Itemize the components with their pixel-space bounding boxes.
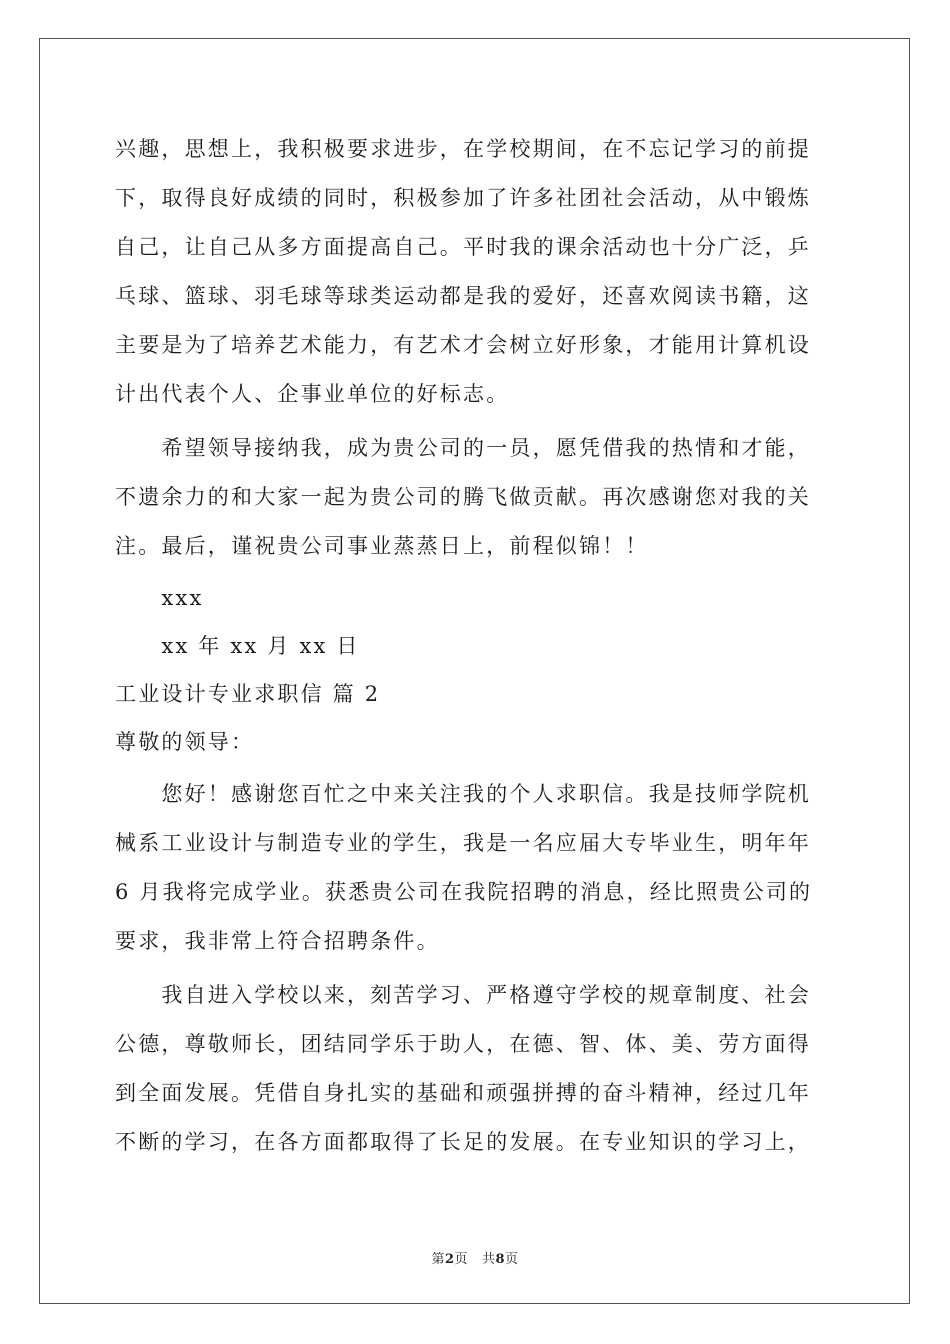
text-line: 不遗余力的和大家一起为贵公司的腾飞做贡献。再次感谢您对我的关 bbox=[115, 485, 811, 509]
text-line: 主要是为了培养艺术能力，有艺术才会树立好形象，才能用计算机设 bbox=[115, 333, 811, 357]
page-label-suffix: 页 bbox=[454, 1252, 469, 1267]
text-line: 下，取得良好成绩的同时，积极参加了许多社团社会活动，从中锻炼 bbox=[115, 186, 811, 210]
text-line: 我自进入学校以来，刻苦学习、严格遵守学校的规章制度、社会 bbox=[115, 983, 811, 1007]
text-line: 要求，我非常上符合招聘条件。 bbox=[115, 929, 440, 953]
text-line: 您好！感谢您百忙之中来关注我的个人求职信。我是技师学院机 bbox=[115, 782, 811, 806]
salutation: 尊敬的领导： bbox=[115, 730, 255, 754]
text-line: 兴趣，思想上，我积极要求进步，在学校期间，在不忘记学习的前提 bbox=[115, 137, 811, 161]
text-line: 到全面发展。凭借自身扎实的基础和顽强拼搏的奋斗精神，经过几年 bbox=[115, 1081, 811, 1105]
text-line: 不断的学习，在各方面都取得了长足的发展。在专业知识的学习上， bbox=[115, 1130, 811, 1154]
page-label-prefix: 第 bbox=[431, 1252, 445, 1267]
text-line: 计出代表个人、企事业单位的好标志。 bbox=[115, 382, 510, 406]
text-line: 6 月我将完成学业。获悉贵公司在我院招聘的消息，经比照贵公司的 bbox=[115, 880, 813, 904]
total-label-suffix: 页 bbox=[505, 1252, 519, 1267]
signature-date: xx 年 xx 月 xx 日 bbox=[115, 634, 360, 658]
text-line: 乓球、篮球、羽毛球等球类运动都是我的爱好，还喜欢阅读书籍，这 bbox=[115, 284, 811, 308]
total-label-prefix: 共 bbox=[481, 1252, 496, 1267]
text-line: 自己，让自己从多方面提高自己。平时我的课余活动也十分广泛，乒 bbox=[115, 235, 811, 259]
text-line: 械系工业设计与制造专业的学生，我是一名应届大专毕业生，明年年 bbox=[115, 831, 811, 855]
total-pages: 8 bbox=[495, 1252, 506, 1267]
section-heading: 工业设计专业求职信 篇 2 bbox=[115, 682, 381, 706]
text-line: 希望领导接纳我，成为贵公司的一员，愿凭借我的热情和才能， bbox=[115, 436, 811, 460]
text-line: 公德，尊敬师长，团结同学乐于助人，在德、智、体、美、劳方面得 bbox=[115, 1032, 811, 1056]
page-footer bbox=[0, 1248, 950, 1267]
text-line: 注。最后，谨祝贵公司事业蒸蒸日上，前程似锦！！ bbox=[115, 534, 649, 558]
page-number: 2 bbox=[444, 1252, 455, 1267]
signature-name: xxx bbox=[115, 586, 204, 610]
